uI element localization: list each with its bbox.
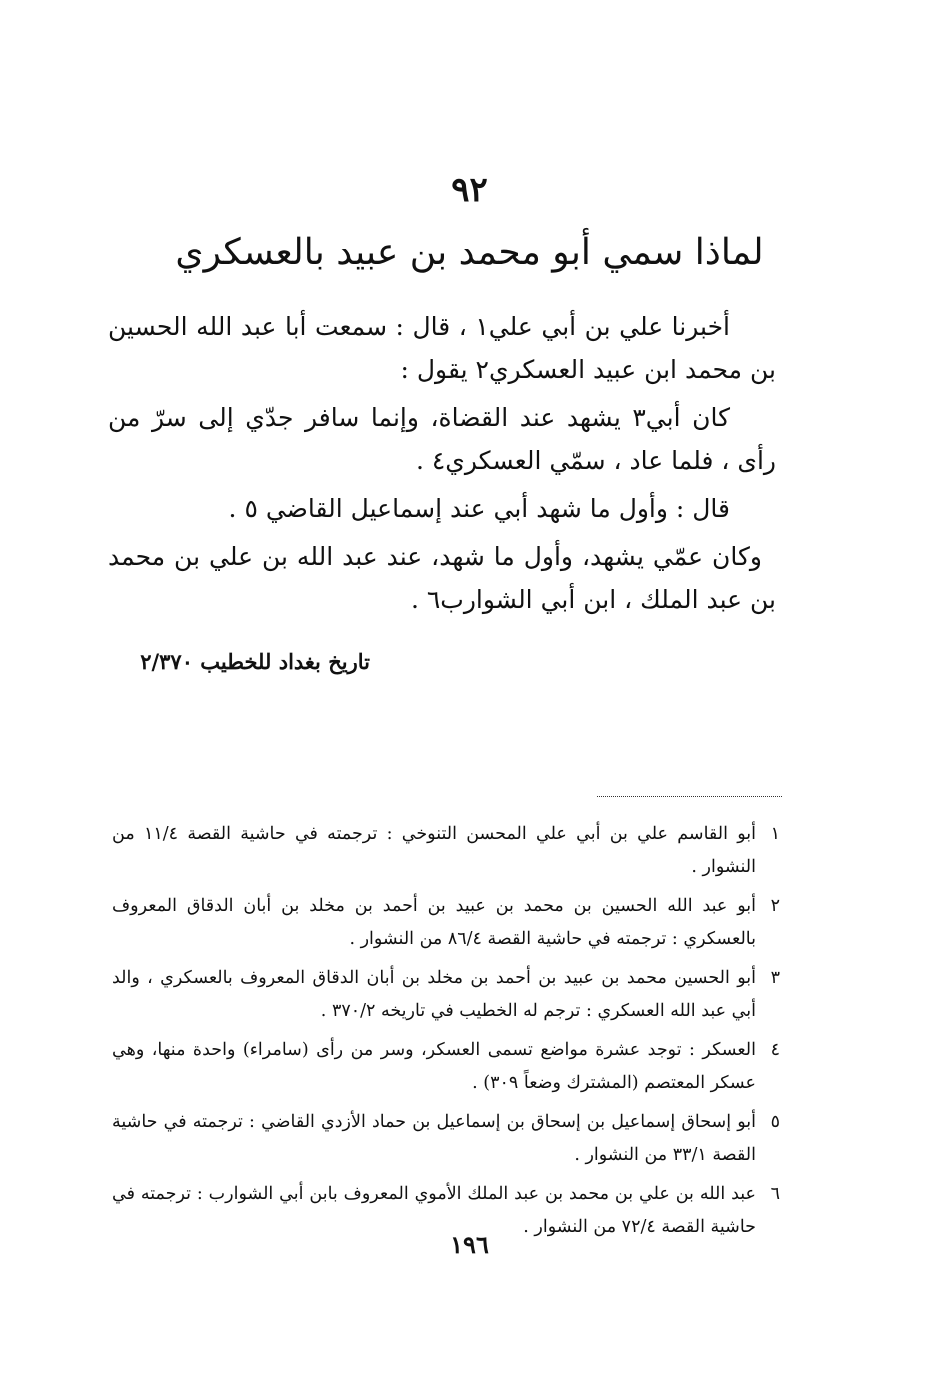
footnote-text: أبو القاسم علي بن أبي علي المحسن التنوخي : ترجمته في حاشية القصة ١١/٤ من النشوار . xyxy=(112,824,756,877)
footnote-number: ٣ xyxy=(770,968,780,988)
story-body xyxy=(108,305,776,626)
footnote xyxy=(112,1106,780,1172)
footnote-number: ١ xyxy=(770,824,780,844)
paragraph: قال : وأول ما شهد أبي عند إسماعيل القاضي ٥ . xyxy=(228,494,730,523)
story-title: لماذا سمي أبو محمد بن عبيد بالعسكري xyxy=(175,232,764,273)
footnote-number: ٥ xyxy=(770,1112,780,1132)
footnote-text: عبد الله بن علي بن محمد بن عبد الملك الأموي المعروف بابن أبي الشوارب : ترجمته في حاشية القصة ٧٢/٤ من النشوار . xyxy=(112,1184,756,1237)
footnote-text: أبو عبد الله الحسين بن محمد بن عبيد بن أحمد بن مخلد بن أبان الدقاق المعروف بالعسكري : ترجمته في حاشية القصة ٨٦/٤ من النشوار . xyxy=(112,896,756,949)
page-number: ١٩٦ xyxy=(450,1230,489,1259)
footnote-number: ٦ xyxy=(770,1184,780,1204)
footnote xyxy=(112,890,780,956)
footnote xyxy=(112,1034,780,1100)
footnote-text: أبو الحسين محمد بن عبيد بن أحمد بن مخلد بن أبان الدقاق المعروف بالعسكري ، والد أبي عبد الله العسكري : ترجم له الخطيب في تاريخه ٣٧٠/٢ . xyxy=(112,968,756,1021)
story-number: ٩٢ xyxy=(451,170,488,210)
paragraph: وكان عمّي يشهد، وأول ما شهد، عند عبد الله بن علي بن محمد بن عبد الملك ، ابن أبي الشوارب٦ . xyxy=(108,542,776,614)
footnote-separator xyxy=(597,796,782,797)
footnote xyxy=(112,962,780,1028)
footnote-number: ٤ xyxy=(770,1040,780,1060)
footnote xyxy=(112,818,780,884)
paragraph: أخبرنا علي بن أبي علي١ ، قال : سمعت أبا عبد الله الحسين بن محمد ابن عبيد العسكري٢ يقول : xyxy=(108,312,776,384)
paragraph: كان أبي٣ يشهد عند القضاة، وإنما سافر جدّي إلى سرّ من رأى ، فلما عاد ، سمّي العسكري٤ . xyxy=(108,403,776,475)
footnote-number: ٢ xyxy=(770,896,780,916)
footnote-text: العسكر : توجد عشرة مواضع تسمى العسكر، وسر من رأى (سامراء) واحدة منها، وهي عسكر المعتصم (المشترك وضعاً ٣٠٩) . xyxy=(112,1040,756,1093)
source-citation: تاريخ بغداد للخطيب ٢/٣٧٠ xyxy=(140,649,370,674)
footnote-text: أبو إسحاق إسماعيل بن إسحاق بن إسماعيل بن حماد الأزدي القاضي : ترجمته في حاشية القصة ٣٣/١ من النشوار . xyxy=(112,1112,756,1165)
footnotes xyxy=(112,818,780,1250)
